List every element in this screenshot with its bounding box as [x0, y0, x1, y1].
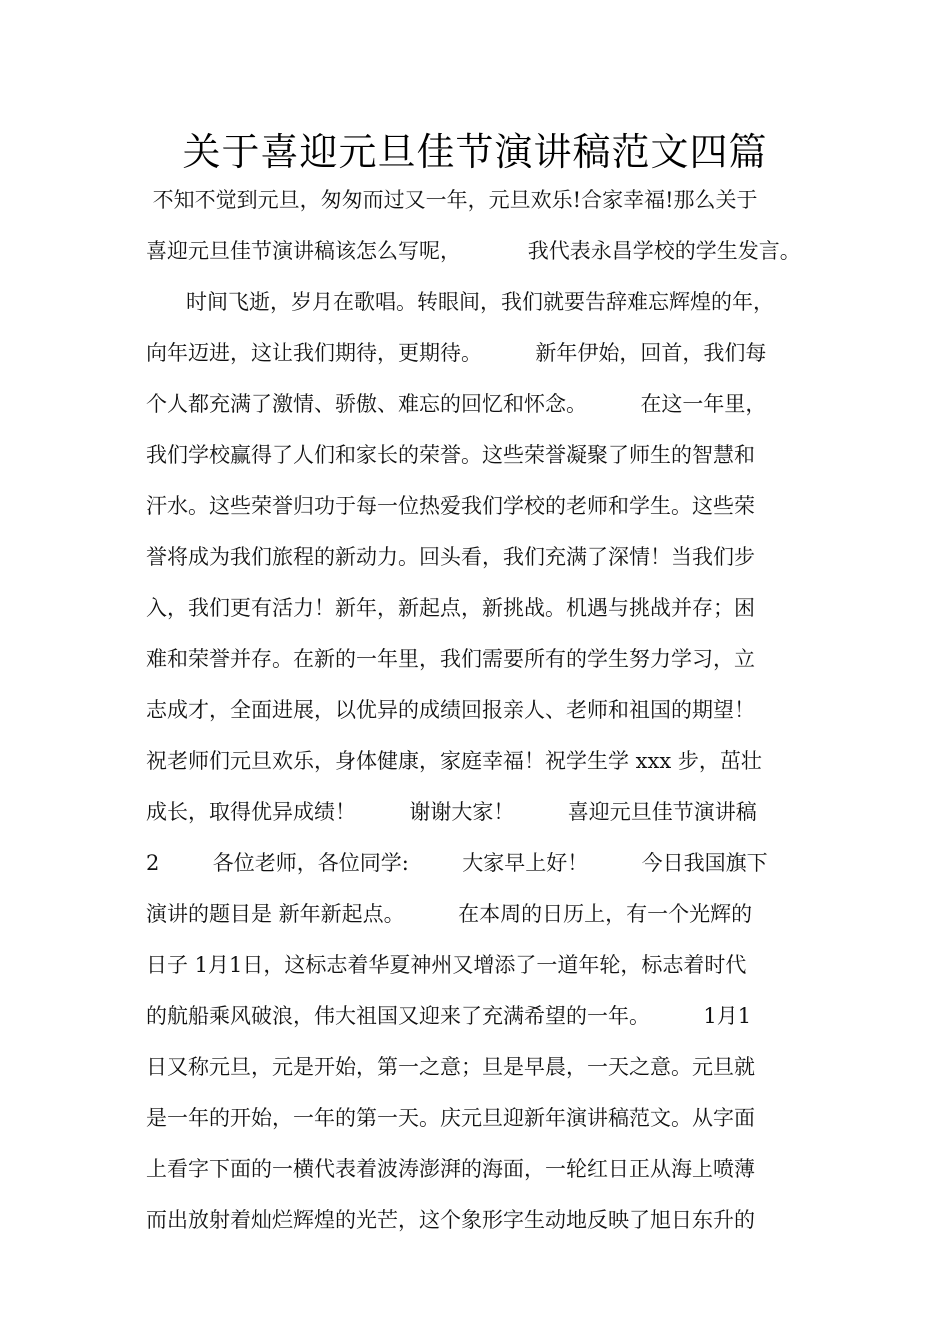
text-line: 誉将成为我们旅程的新动力。回头看，我们充满了深情！当我们步 [146, 545, 755, 569]
text-line: 喜迎元旦佳节演讲稿该怎么写呢， 我代表永昌学校的学生发言。 [146, 239, 801, 263]
text-line: 个人都充满了激情、骄傲、难忘的回忆和怀念。 在这一年里， [146, 392, 767, 416]
text-line: 祝老师们元旦欢乐，身体健康，家庭幸福！祝学生学 xxx 步，茁壮 [146, 749, 762, 773]
text-line: 难和荣誉并存。在新的一年里，我们需要所有的学生努力学习，立 [146, 647, 755, 671]
text-line: 志成才，全面进展，以优异的成绩回报亲人、老师和祖国的期望！ [146, 698, 755, 722]
text-line: 汗水。这些荣誉归功于每一位热爱我们学校的老师和学生。这些荣 [146, 494, 755, 518]
body-text [146, 182, 826, 1253]
text-line: 演讲的题目是 新年新起点。 在本周的日历上，有一个光辉的 [146, 902, 753, 926]
text-line: 成长，取得优异成绩！ 谢谢大家！ 喜迎元旦佳节演讲稿 [146, 800, 757, 824]
text-line: 不知不觉到元旦，匆匆而过又一年，元旦欢乐!合家幸福!那么关于 [146, 188, 758, 212]
text-line: 日子 1月1日，这标志着华夏神州又增添了一道年轮，标志着时代 [146, 953, 747, 977]
text-line: 的航船乘风破浪，伟大祖国又迎来了充满希望的一年。 1月1 [146, 1004, 752, 1028]
text-line: 我们学校赢得了人们和家长的荣誉。这些荣誉凝聚了师生的智慧和 [146, 443, 755, 467]
text-line: 日又称元旦，元是开始，第一之意；旦是早晨，一天之意。元旦就 [146, 1055, 755, 1079]
text-line: 上看字下面的一横代表着波涛澎湃的海面，一轮红日正从海上喷薄 [146, 1157, 755, 1181]
document-title: 关于喜迎元旦佳节演讲稿范文四篇 [182, 130, 768, 174]
text-line: 入，我们更有活力！新年，新起点，新挑战。机遇与挑战并存；困 [146, 596, 755, 620]
text-line: 向年迈进，这让我们期待，更期待。 新年伊始，回首，我们每 [146, 341, 767, 365]
text-line: 是一年的开始，一年的第一天。庆元旦迎新年演讲稿范文。从字面 [146, 1106, 755, 1130]
text-line: 2 各位老师，各位同学: 大家早上好！ 今日我国旗下 [146, 851, 768, 875]
text-line: 时间飞逝，岁月在歌唱。转眼间，我们就要告辞难忘辉煌的年， [146, 290, 775, 314]
text-line: 而出放射着灿烂辉煌的光芒，这个象形字生动地反映了旭日东升的 [146, 1208, 755, 1232]
